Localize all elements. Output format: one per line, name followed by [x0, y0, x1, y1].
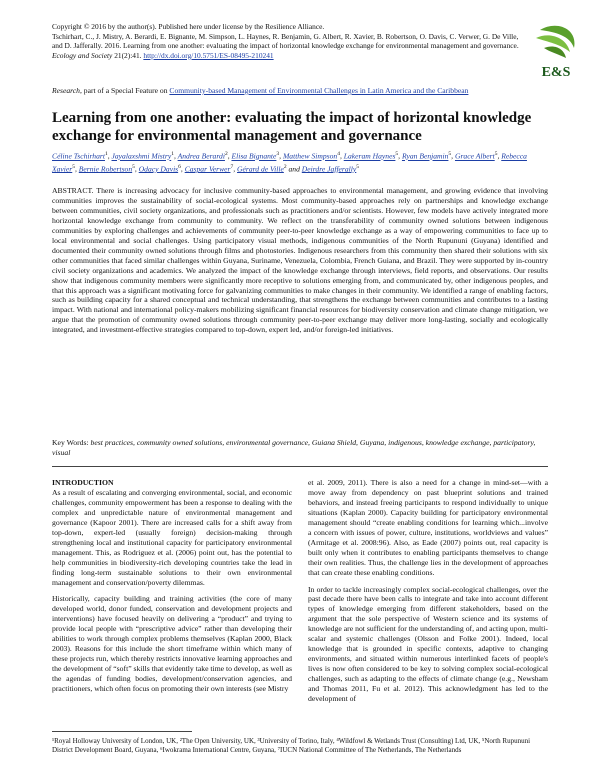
intro-paragraph-3: et al. 2009, 2011). There is also a need for a change in mind-set—with a move away from dependency on past blueprint solutions and trained behaviors, and instead freeing participants to respond individually to unique situations (Kaplan 2000). Capacity building for participatory environmental management should “create enabling conditions for learning which...involve a concern with issues of power, culture, institutions, worldviews and values” (Armitage et al. 2008:96). Also, as Eade (2007) points out, real capacity is built only when it contributes to enabling participants themselves to change their own realities. Thus, the challenge lies in the development of approaches that can create these enabling conditions.	[308, 478, 548, 577]
logo-letters: E&S	[541, 65, 571, 80]
author-affiliation-number: 5	[356, 163, 360, 170]
citation-text	[52, 32, 522, 61]
author-affiliation-number: 2	[224, 151, 228, 157]
citation-body: Tschirhart, C., J. Mistry, A. Berardi, E. Bignante, M. Simpson, L. Haynes, R. Benjamin, G. Albert, R. Xavier, B. Robertson, O. Davis, C. Verwer, G. De Ville, and D. Jafferally. 2016. Learning from one another: evaluating the impact of horizontal knowledge exchange for environmental management and governance.	[52, 31, 519, 51]
author-affiliation-number: 1	[104, 151, 108, 157]
footnote-divider	[52, 731, 192, 732]
affiliations-footnote: ¹Royal Holloway University of London, UK, ²The Open University, UK, ³University of Torino, Italy, ⁴Wildfowl & Wetlands Trust (Consulting) Ltd, UK, ⁵North Rupununi District Development Board, Guyana, ⁶Iwokrama International Centre, Guyana, ⁷IUCN National Committee of The Netherlands, The Netherlands	[52, 737, 531, 755]
author-list: Céline Tschirhart$^1$, Jayalaxshmi Mistry$^1$, Andrea Berardi$^2$, Elisa Bignante$^3$, Matthew Simpson$^4$, Lakeram Haynes$^5$, Ryan Benjamin$^5$, Grace Albert$^5$, Rebecca Xavier$^5$, Bernie Robertson$^5$, Odacy Davis$^6$, Caspar Verwer$^7$, Gérard de Ville$^2$ and Deirdre Jafferally$^5$	[52, 151, 527, 174]
copyright-line: Copyright © 2016 by the author(s). Published here under license by the Resilience Alliance.	[52, 22, 325, 31]
keywords-label: Key Words:	[52, 438, 89, 447]
author-affiliation-number: 1	[171, 151, 174, 157]
author-affiliation-number: 5	[395, 151, 399, 157]
author-affiliation-number: 5	[448, 151, 452, 157]
author-affiliation-number: 5	[132, 163, 135, 170]
author-affiliation-number: 5	[494, 151, 498, 157]
author-and: and	[288, 164, 300, 174]
special-feature-line	[52, 86, 552, 96]
journal-volume: 21(2):41.	[114, 50, 142, 60]
intro-paragraph-1: As a result of escalating and converging environmental, social, and economic challenges, community empowerment has been a response to dealing with the complex and unpredictable nature of environmental management and governance (Kapoor 2001). There are increased calls for a shift away from top-down, expert-led (usually foreign) decision-making through strengthening local and institutional capacity for participatory environmental management. This, as Rodriguez et al. (2006) point out, has the potential to help communities in biodiversity-rich developing countries take the lead in finding long-term sustainable solutions to their own environmental management and conservation/poverty dilemmas.	[52, 487, 292, 587]
author-link[interactable]: Elisa Bignante	[231, 151, 277, 161]
keywords	[52, 438, 548, 458]
author-link[interactable]: Andrea Berardi	[177, 151, 225, 161]
journal-logo-icon	[530, 22, 582, 80]
journal-name: Ecology and Society	[52, 50, 113, 60]
author-affiliation-number: 5	[72, 163, 75, 170]
author-link[interactable]: Gérard de Ville	[237, 164, 284, 174]
intro-paragraph-4: In order to tackle increasingly complex social-ecological challenges, over the past decade there have been calls to integrate and take into account different types of knowledge emerging from different stakeholders, based on the argument that the sole perspective of Western science and its systems of knowledge are not sufficient for the understanding of, and acting upon, multi-scalar and systemic challenges (Olsson and Folke 2001). Indeed, local knowledge that is grounded in specific contexts, adaptive to changing environments, and situated within numerous interlinked facets of people's lives is now often considered to be key to solving complex social-ecological challenges, such as adapting to the effects of climate change (e.g., Newsham and Thomas 2011, Fu et al. 2012). This acknowledgment has led to the development of	[308, 584, 548, 704]
author-link[interactable]: Deirdre Jafferally	[301, 164, 357, 174]
abstract-text: There is increasing advocacy for inclusive community-based approaches to environmental management, and growing evidence that involving communities improves the sustainability of social-ecological systems. Most community-based approaches rely on partnerships and knowledge exchange between communities, civil society organizations, and professionals such as practitioners and/or scientists. However, few models have actively integrated more horizontal knowledge exchange from community to community. We reflect on the transferability of community owned solutions between indigenous communities by exploring challenges and achievements of community peer-to-peer knowledge exchange as a way of empowering communities to face up to local environmental and social challenges. Using participatory visual methods, indigenous communities of the North Rupununi (Guyana) identified and documented their community owned solutions through films and photostories. Indigenous researchers from this community then shared their solutions with six other communities that faced similar challenges within Guyana, Suriname, Venezuela, Colombia, French Guiana, and Brazil. They were supported by in-country civil society organizations and academics. We analyzed the impact of the knowledge exchange through interviews, field reports, and observations. Our results show that indigenous community members were significantly more receptive to solutions emerging from, and communicated by, other indigenous peoples, and that this approach was a significant motivating force for galvanizing communities to make changes in their community. We identified a range of enabling factors, such as building capacity for a shared conceptual and technical understanding, that strengthens the exchange between communities and contributes to a lasting impact. With national and international policy-makers mobilizing significant financial resources for biodiversity conservation and climate change mitigation, we argue that the promotion of community owned solutions through community peer-to-peer exchange may deliver more long-lasting, socially and ecologically integrated, and investment-effective strategies compared to top-down, expert led, and/or foreign-led initiatives.	[52, 186, 548, 335]
introduction-heading: INTRODUCTION	[52, 478, 114, 487]
author-link[interactable]: Rebecca Xavier	[52, 151, 527, 174]
author-affiliation-number: 7	[230, 163, 234, 170]
author-link[interactable]: Céline Tschirhart	[52, 151, 105, 161]
author-link[interactable]: Ryan Benjamin	[401, 151, 449, 161]
author-link[interactable]: Grace Albert	[454, 151, 495, 161]
author-link[interactable]: Odacy Davis	[138, 164, 179, 174]
author-link[interactable]: Matthew Simpson	[282, 151, 338, 161]
article-title: Learning from one another: evaluating the impact of horizontal knowledge exchange for environmental management and governance	[52, 110, 532, 144]
right-column	[308, 478, 548, 711]
section-divider	[52, 466, 548, 467]
author-link[interactable]: Jayalaxshmi Mistry	[111, 151, 172, 161]
left-column	[52, 478, 292, 701]
author-affiliation-number: 4	[337, 151, 340, 157]
author-link[interactable]: Lakeram Haynes	[343, 151, 396, 161]
article-type: Research	[52, 86, 80, 95]
special-feature-link[interactable]: Community-based Management of Environmental Challenges in Latin America and the Caribbean	[169, 86, 469, 95]
author-link[interactable]: Caspar Verwer	[184, 164, 231, 174]
author-link[interactable]: Bernie Robertson	[78, 164, 133, 174]
citation-header	[52, 22, 522, 60]
author-affiliation-number: 3	[276, 151, 280, 157]
series-middle: , part of a Special Feature on	[79, 86, 170, 95]
intro-paragraph-2: Historically, capacity building and training activities (the core of many developed world, donor funded, conservation and development projects and interventions) have focused heavily on delivering a “product” and trying to provide local people with “prescriptive advice” rather than developing their abilities to work through complex problems themselves (Kaplan 2000, Black 2003). Reasons for this include the short timeframe within which many of these projects run, which thereby restricts innovative learning approaches and the development of “soft” skills that evidently take time to develop, as well as the agendas of funding bodies, development/conservation agencies, and practitioners, which often focus on promoting their own interests (see Mistry	[52, 594, 292, 694]
abstract	[52, 186, 548, 335]
keywords-text: best practices, community owned solutions, environmental governance, Guiana Shield, Guyana, indigenous, knowledge exchange, participatory, visual	[52, 438, 536, 457]
doi-link[interactable]: http://dx.doi.org/10.5751/ES-08495-210241	[143, 50, 274, 60]
author-affiliation-number: 6	[178, 163, 181, 170]
author-affiliation-number: 2	[283, 163, 287, 170]
abstract-label: ABSTRACT.	[52, 186, 94, 195]
